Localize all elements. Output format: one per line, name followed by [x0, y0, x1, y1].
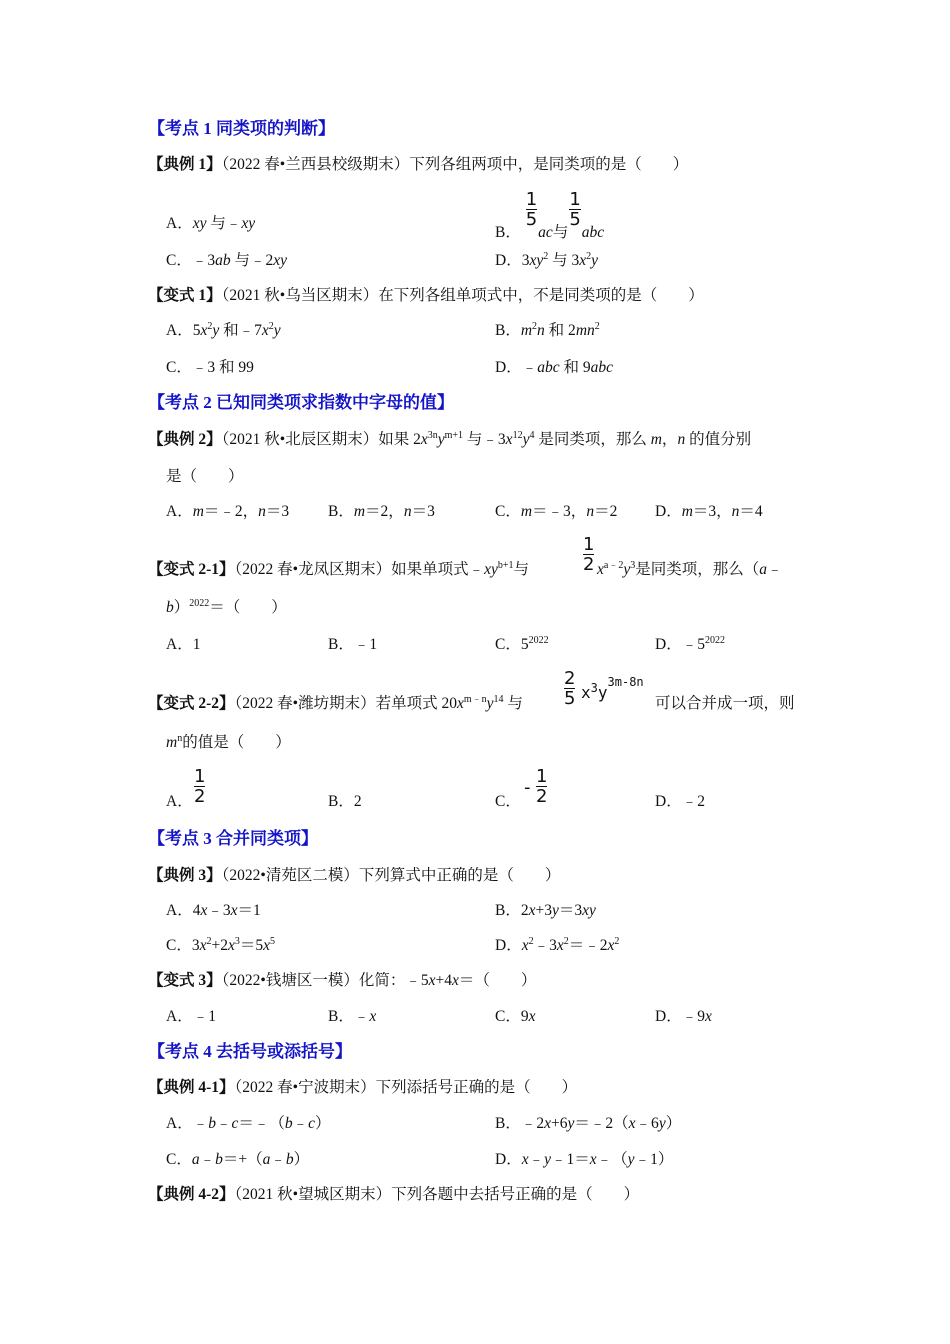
term: y: [486, 695, 494, 712]
example-1-stem: [148, 155, 688, 175]
term: y: [597, 683, 608, 702]
option-letter: B．: [495, 1115, 521, 1132]
exponent: m﹣n: [463, 694, 487, 705]
text: ﹣: [353, 1008, 370, 1025]
exponent: a﹣2: [603, 560, 624, 571]
option-letter: D．: [495, 359, 522, 376]
option-letter: A．: [166, 793, 193, 810]
term: c: [308, 1115, 316, 1132]
text: 和 2: [544, 322, 576, 339]
text: ＝1: [237, 902, 261, 919]
text: ﹣9: [681, 1008, 705, 1025]
example-2-stem: [148, 430, 751, 450]
term: y: [623, 561, 631, 578]
option-letter: A．: [166, 636, 193, 653]
text: ﹣: [270, 1151, 286, 1168]
example-2-option-b: [328, 502, 435, 522]
option-letter: B．: [495, 322, 521, 339]
term: n: [537, 322, 545, 339]
option-letter: A．: [166, 902, 193, 919]
term: abc: [581, 224, 605, 241]
exponent: 2: [594, 321, 600, 332]
variant-2-1-option-d: [655, 635, 725, 655]
option-letter: B．: [328, 1008, 354, 1025]
term: y: [627, 1151, 635, 1168]
term: m: [520, 503, 533, 520]
term: a: [262, 1151, 271, 1168]
option-letter: C．: [495, 636, 521, 653]
example-1-label: 【典例 1】: [148, 156, 222, 173]
numerator: 1: [583, 534, 595, 555]
term: a: [759, 561, 767, 578]
stem-text: （2021 秋•望城区期末）下列各题中去括号正确的是（ ）: [234, 1186, 640, 1203]
denominator: 5: [564, 688, 576, 709]
option-letter: D．: [495, 1151, 522, 1168]
term: x: [607, 937, 615, 954]
text: ）: [173, 599, 190, 616]
option-letter: C．: [495, 1008, 521, 1025]
option-letter: B．: [328, 503, 354, 520]
text: +3: [535, 902, 552, 919]
term: xy: [273, 252, 288, 269]
exponent: 2: [563, 936, 569, 947]
section-title-3: 【考点 3 合并同类项】: [148, 829, 318, 848]
term: y: [437, 431, 445, 448]
stem-text: （2022 春•宁波期末）下列添括号正确的是（ ）: [234, 1079, 578, 1096]
exponent: 2: [586, 251, 592, 262]
numerator: 1: [194, 766, 206, 787]
term: m: [353, 503, 366, 520]
numerator: 2: [564, 668, 576, 689]
text: ﹣5: [681, 636, 705, 653]
variant-2-1-option-a: [166, 635, 200, 655]
term: m: [520, 322, 533, 339]
term: y: [551, 902, 559, 919]
term: x: [704, 1008, 712, 1025]
text: （2022 春•龙凤区期末）如果单项式﹣: [234, 561, 485, 578]
text: 与﹣: [206, 215, 242, 232]
text: ﹣: [767, 561, 783, 578]
numerator: 1: [525, 189, 538, 210]
text: 和 9: [559, 359, 591, 376]
text: 的值是（ ）: [182, 734, 291, 751]
option-letter: C．: [166, 1151, 192, 1168]
text: 与﹣3: [463, 431, 506, 448]
text: ＝3: [411, 503, 435, 520]
text: 2: [353, 793, 362, 810]
numerator: 1: [569, 189, 581, 210]
term: x: [263, 937, 271, 954]
example-4-1-label: 【典例 4-1】: [148, 1079, 235, 1096]
exponent: 2022: [704, 635, 725, 646]
example-2-stem-cont: 是（ ）: [166, 468, 244, 485]
term: x: [589, 1151, 597, 1168]
exponent: 2: [268, 321, 274, 332]
stem-text: （2021 秋•乌当区期末）在下列各组单项式中，不是同类项的是（ ）: [221, 287, 704, 304]
text: ﹣3: [533, 937, 557, 954]
denominator: 2: [194, 786, 206, 807]
example-2-option-a: [166, 502, 289, 522]
text: 与: [503, 695, 523, 712]
option-letter: D．: [655, 636, 682, 653]
variant-1-option-b: [495, 321, 600, 341]
text: ，: [661, 431, 678, 448]
text: ﹣3 和 99: [191, 359, 254, 376]
term: xy: [484, 561, 498, 578]
option-letter: A．: [166, 1115, 193, 1132]
option-letter: C．: [166, 937, 192, 954]
variant-3-label: 【变式 3】: [148, 972, 222, 989]
term: n: [731, 503, 740, 520]
option-letter: A．: [166, 503, 193, 520]
text: ﹣1＝: [551, 1151, 590, 1168]
term: n: [258, 503, 266, 520]
example-4-1-option-c: [166, 1150, 309, 1170]
term: x: [579, 252, 587, 269]
example-3-option-c: [166, 936, 275, 956]
text: ＝（ ）: [458, 972, 537, 989]
text: ﹣: [521, 359, 538, 376]
variant-2-2-option-c: [495, 792, 521, 812]
option-letter: B．: [328, 793, 354, 810]
term: x: [528, 902, 536, 919]
denominator: 2: [583, 554, 595, 575]
exponent: 2: [543, 251, 549, 262]
term: x: [200, 322, 208, 339]
fraction: [526, 190, 537, 229]
variant-2-2-stem-cont: [166, 733, 291, 753]
term: x: [456, 695, 464, 712]
text: 与: [552, 224, 569, 241]
exponent: 2022: [528, 635, 549, 646]
term: xy: [241, 215, 256, 232]
term: x: [369, 1008, 377, 1025]
term: a: [191, 1151, 200, 1168]
term: y: [522, 431, 530, 448]
term: ab: [215, 252, 231, 269]
option-letter: B．: [495, 902, 521, 919]
term: x: [521, 1151, 529, 1168]
variant-2-1-option-c: [495, 635, 549, 655]
section-title-1: 【考点 1 同类项的判断】: [148, 119, 335, 138]
term: abc: [537, 359, 560, 376]
text: ﹣: [528, 1151, 545, 1168]
text: ﹣6: [635, 1115, 659, 1132]
exponent: 2: [614, 936, 620, 947]
variant-2-2-monomial: [581, 675, 644, 703]
term: c: [231, 1115, 239, 1132]
term: y: [591, 252, 599, 269]
section-title-2: 【考点 2 已知同类项求指数中字母的值】: [148, 393, 454, 412]
text: ﹣1: [353, 636, 378, 653]
section-title-4: 【考点 4 去括号或添括号】: [148, 1042, 352, 1061]
term: n: [586, 503, 595, 520]
term: b: [215, 1151, 223, 1168]
term: x: [544, 1115, 551, 1132]
term: b: [166, 599, 174, 616]
term: xy: [192, 215, 207, 232]
variant-2-1-label: 【变式 2-1】: [148, 561, 235, 578]
example-1-option-a: [166, 214, 255, 234]
term: y: [567, 1115, 575, 1132]
exponent: 5: [270, 936, 276, 947]
term: n: [677, 431, 686, 448]
term: x: [528, 1008, 536, 1025]
exponent: 3: [630, 560, 636, 571]
option-a-fraction: [194, 767, 205, 806]
text: 3: [191, 937, 200, 954]
text: ＝5: [239, 937, 264, 954]
exponent: 4: [529, 430, 535, 441]
text: 5: [192, 322, 201, 339]
variant-3-stem: [148, 971, 536, 991]
text: ＝（ ）: [209, 599, 287, 616]
term: x: [227, 937, 235, 954]
text: 与 3: [548, 252, 580, 269]
variant-2-1-stem: [148, 560, 529, 580]
text: ＝+（: [222, 1151, 263, 1168]
term: m: [681, 503, 693, 520]
term: x: [428, 972, 436, 989]
option-letter: C．: [166, 359, 192, 376]
option-c-minus: -: [524, 777, 531, 798]
term: xy: [582, 902, 596, 919]
text: ＝3: [558, 902, 583, 919]
term: abc: [590, 359, 614, 376]
text: 是同类项，那么: [534, 431, 651, 448]
term: xy: [529, 252, 544, 269]
variant-1-option-c: [166, 358, 254, 378]
text: 与﹣2: [230, 252, 274, 269]
exponent: 2022: [189, 598, 210, 609]
variant-1-option-a: [166, 321, 281, 341]
option-letter: D．: [495, 937, 522, 954]
text: ﹣: [215, 1115, 232, 1132]
text: ﹣: [292, 1115, 309, 1132]
text: （2022•钱塘区一模）化简：﹣5: [221, 972, 429, 989]
text: ＝﹣3，: [532, 503, 587, 520]
option-c-fraction: [536, 767, 547, 806]
example-1-option-d: [495, 251, 598, 271]
term: n: [403, 503, 412, 520]
term: mn: [575, 322, 595, 339]
example-3-option-a: [166, 901, 261, 921]
text: ﹣: [199, 1151, 216, 1168]
variant-1-option-d: [495, 358, 613, 378]
variant-2-1-stem-tail: [597, 560, 783, 580]
text: ＝﹣2，: [203, 503, 259, 520]
option-letter: A．: [166, 215, 193, 232]
text: +4: [435, 972, 452, 989]
exponent: n: [177, 733, 183, 744]
variant-2-2-fraction: [564, 669, 575, 708]
exponent: b+1: [497, 560, 514, 571]
numerator: 1: [536, 766, 548, 787]
text: 是同类项，那么（: [635, 561, 760, 578]
text: 的值分别: [685, 431, 752, 448]
text: 2: [520, 902, 529, 919]
term: x: [200, 902, 208, 919]
option-letter: D．: [655, 793, 682, 810]
text: +6: [551, 1115, 568, 1132]
text: （2022 春•潍坊期末）若单项式 20: [234, 695, 457, 712]
text: ＝﹣2（: [574, 1115, 629, 1132]
text: 与: [513, 561, 530, 578]
term: x: [420, 431, 428, 448]
text: ＝3: [265, 503, 290, 520]
term: b: [285, 1151, 294, 1168]
exponent: m+1: [444, 430, 464, 441]
term: x: [261, 322, 269, 339]
variant-2-1-option-b: [328, 635, 377, 655]
variant-2-2-label: 【变式 2-2】: [148, 695, 235, 712]
term: y: [544, 1151, 551, 1168]
term: m: [166, 734, 178, 751]
example-4-1-option-b: [495, 1114, 681, 1134]
option-letter: D．: [655, 503, 682, 520]
variant-2-2-option-a: [166, 792, 193, 812]
option-letter: B．: [328, 636, 354, 653]
text: ）: [293, 1151, 310, 1168]
text: ﹣1）: [634, 1151, 674, 1168]
example-2-option-d: [655, 502, 763, 522]
term: y: [212, 322, 220, 339]
text: ）: [665, 1115, 682, 1132]
option-letter: A．: [166, 322, 193, 339]
text: ﹣（: [596, 1151, 628, 1168]
example-3-option-b: [495, 901, 596, 921]
text: +2: [211, 937, 228, 954]
text: 9: [520, 1008, 529, 1025]
variant-3-option-d: [655, 1007, 712, 1027]
text: ＝3，: [692, 503, 732, 520]
text: ﹣2: [520, 1115, 545, 1132]
exponent: 2: [206, 936, 212, 947]
text: 3: [521, 252, 530, 269]
text: ﹣2: [681, 793, 705, 810]
exponent: 2: [207, 321, 213, 332]
term: m: [192, 503, 204, 520]
term: m: [650, 431, 662, 448]
variant-1-label: 【变式 1】: [148, 287, 222, 304]
term: y: [273, 322, 281, 339]
term: x: [199, 937, 207, 954]
term: x: [581, 683, 591, 702]
text: ＝﹣（: [238, 1115, 285, 1132]
example-4-1-option-a: [166, 1114, 331, 1134]
option-letter: C．: [495, 503, 521, 520]
text: ﹣: [192, 1115, 209, 1132]
example-3-option-d: [495, 936, 619, 956]
term: ac: [538, 224, 553, 241]
term: x: [230, 902, 238, 919]
example-4-1-option-d: [495, 1150, 673, 1170]
variant-3-option-c: [495, 1007, 535, 1027]
denominator: 2: [536, 786, 548, 807]
variant-2-2-stem: [148, 694, 523, 714]
example-4-2-stem: [148, 1185, 639, 1205]
text: 和﹣7: [219, 322, 262, 339]
exponent: 14: [493, 694, 504, 705]
exponent: 3n: [427, 430, 438, 441]
denominator: 5: [569, 209, 581, 230]
term: x: [556, 937, 564, 954]
term: x: [451, 972, 459, 989]
term: x: [597, 561, 604, 578]
text: 1: [192, 636, 201, 653]
option-letter: C．: [166, 252, 192, 269]
variant-2-2-stem-tail: 可以合并成一项，则: [655, 695, 795, 712]
example-1-option-c: [166, 251, 287, 271]
text: ﹣1: [192, 1008, 216, 1025]
example-2-option-c: [495, 502, 617, 522]
variant-3-option-a: [166, 1007, 216, 1027]
exponent: 2: [528, 936, 534, 947]
text: 5: [520, 636, 529, 653]
option-letter: D．: [495, 252, 522, 269]
example-3-stem: [148, 866, 560, 886]
text: 4: [192, 902, 201, 919]
stem-text: （2022•清苑区二模）下列算式中正确的是（ ）: [221, 867, 561, 884]
denominator: 5: [525, 209, 538, 230]
text: ）: [315, 1115, 331, 1132]
text: ＝2，: [365, 503, 404, 520]
text: ＝2: [594, 503, 618, 520]
option-letter: B．: [495, 224, 521, 241]
exponent: 3m-8n: [607, 675, 644, 689]
exponent: 12: [512, 430, 523, 441]
example-4-2-label: 【典例 4-2】: [148, 1186, 235, 1203]
fraction: [569, 190, 580, 229]
term: y: [658, 1115, 666, 1132]
variant-3-option-b: [328, 1007, 376, 1027]
variant-2-2-option-d: [655, 792, 705, 812]
text: （2021 秋•北辰区期末）如果 2: [221, 431, 421, 448]
stem-text: （2022 春•兰西县校级期末）下列各组两项中，是同类项的是（ ）: [221, 156, 689, 173]
text: ＝4: [739, 503, 763, 520]
text: ﹣3: [191, 252, 216, 269]
term: b: [208, 1115, 216, 1132]
variant-1-stem: [148, 286, 704, 306]
term: b: [284, 1115, 293, 1132]
term: x: [628, 1115, 636, 1132]
term: x: [521, 937, 529, 954]
term: x: [505, 431, 513, 448]
option-letter: D．: [655, 1008, 682, 1025]
variant-2-1-fraction: [583, 535, 594, 574]
option-letter: C．: [495, 793, 521, 810]
example-1-option-b: [495, 190, 604, 243]
variant-2-1-stem-cont: [166, 598, 287, 618]
option-letter: A．: [166, 1008, 193, 1025]
text: ＝﹣2: [568, 937, 608, 954]
variant-2-2-option-b: [328, 792, 362, 812]
example-3-label: 【典例 3】: [148, 867, 222, 884]
exponent: 3: [590, 681, 598, 695]
exponent: 3: [234, 936, 240, 947]
text: ﹣3: [207, 902, 231, 919]
example-2-label: 【典例 2】: [148, 431, 222, 448]
example-4-1-stem: [148, 1078, 577, 1098]
exponent: 2: [532, 321, 538, 332]
